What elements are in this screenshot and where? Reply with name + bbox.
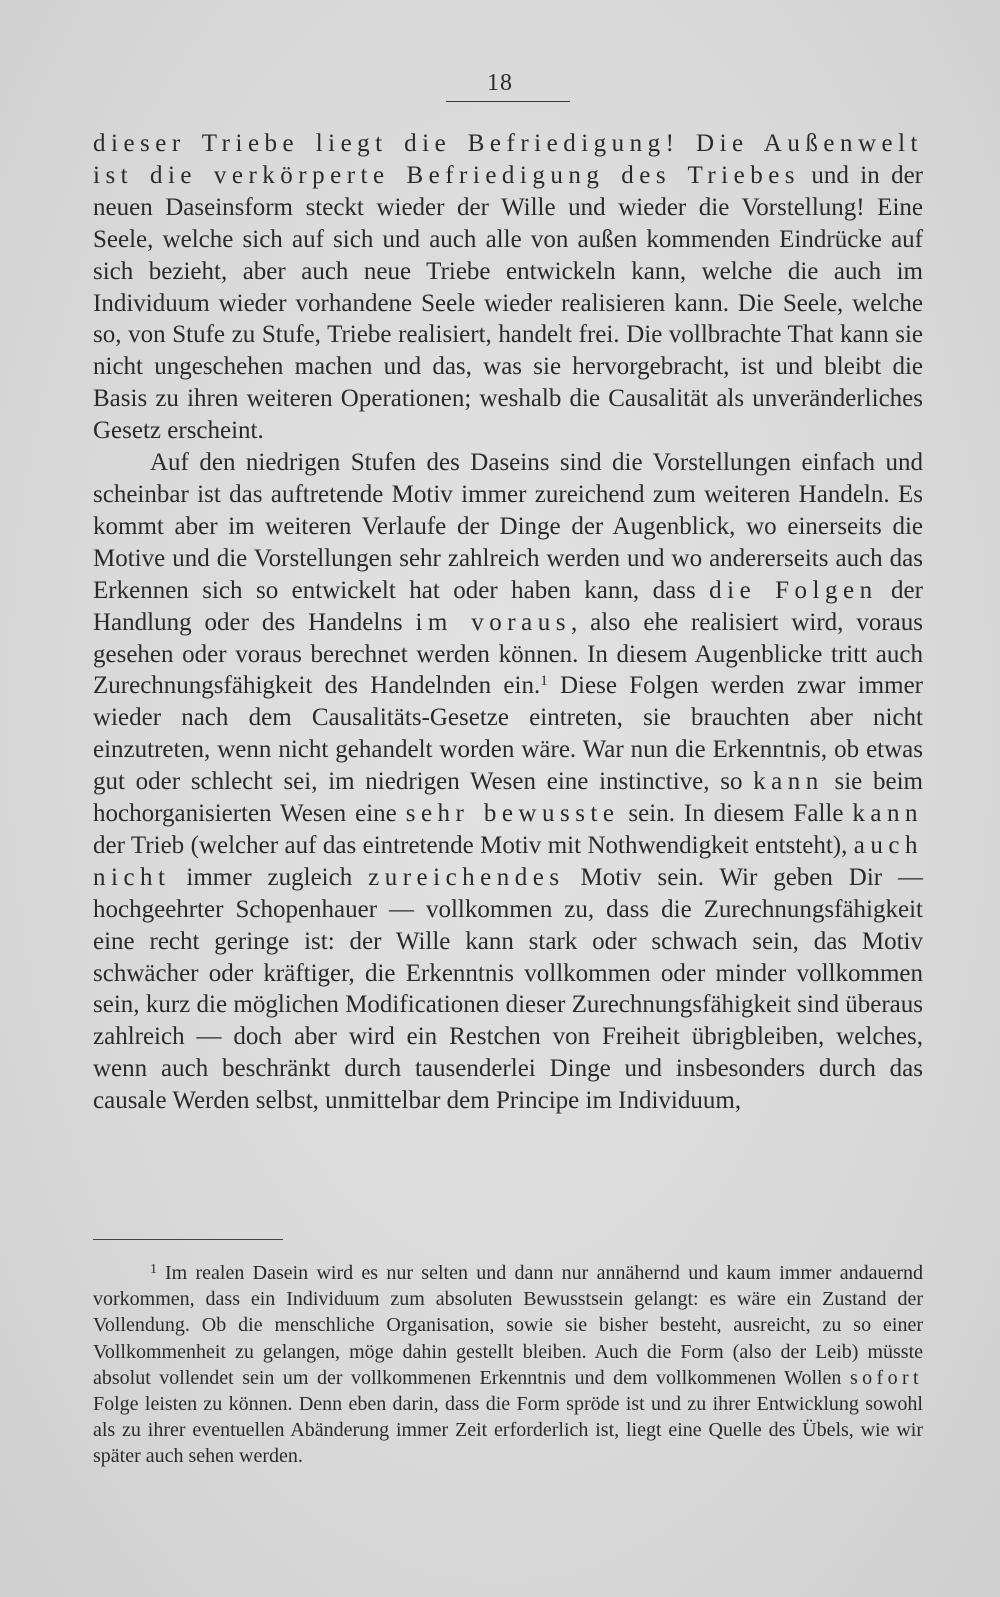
paragraph-1	[93, 128, 923, 447]
page-number: 18	[487, 70, 513, 96]
header-rule	[446, 101, 570, 102]
text-run: sein. In diesem Falle	[619, 800, 853, 828]
text-run: immer zugleich	[170, 863, 369, 891]
spaced-emphasis: kann	[852, 800, 923, 828]
spaced-emphasis: im voraus	[415, 608, 571, 636]
spaced-emphasis: kann	[753, 768, 824, 796]
text-run: Im realen Dasein wird es nur selten und dann nur annähernd und kaum immer andauernd vorkommen, dass ein Individuum zum absoluten Bewusstsein gelangt: es wäre ein Zustand der Vollendung. Ob die menschliche Organisation, sowie sie bisher besteht, ausreicht, zu so einer Vollkommenheit zu gelangen, möge dahin gestellt bleiben. Auch die Form (also der Leib) müsste absolut vollendet sein um der vollkommenen Erkenntnis und dem vollkommenen Wollen	[93, 1262, 923, 1389]
spaced-emphasis: sehr bewusste	[405, 800, 620, 828]
text-run: Diese Folgen werden zwar immer wieder nach dem Causalitäts-Gesetze eintreten, sie brauchten aber nicht einzutreten, wenn nicht gehandelt worden wäre. War nun die Erkenntnis, ob etwas gut oder schlecht sei, im niedrigen Wesen eine instinctive, so	[93, 672, 923, 796]
main-text	[93, 128, 923, 1117]
text-run: Auf den niedrigen Stufen des Daseins sind die Vorstellungen einfach und scheinbar ist das auftretende Motiv immer zureichend zum weiteren Handeln. Es kommt aber im weiteren Verlaufe der Dinge der Augenblick, wo einerseits die Motive und die Vorstellungen sehr zahlreich werden und wo andererseits auch das Erkennen sich so entwickelt hat oder haben kann, dass	[93, 449, 923, 604]
footnote-rule	[93, 1239, 283, 1240]
spaced-emphasis: auch nicht	[93, 831, 923, 891]
footnote-reference: 1	[540, 673, 548, 690]
paragraph-2	[93, 447, 923, 1117]
spaced-emphasis: die Folgen	[709, 576, 878, 604]
text-run: und in der neuen Daseinsform steckt wieder der Wille und wieder die Vorstellung! Eine Seele, welche sich auf sich und auch alle von außen kommenden Eindrücke auf sich bezieht, aber auch neue Triebe entwickeln kann, welche die auch im Individuum wieder vorhandene Seele wieder realisieren kann. Die Seele, welche so, von Stufe zu Stufe, Triebe realisiert, handelt frei. Die vollbrachte That kann sie nicht ungeschehen machen und das, was sie hervorgebracht, ist und bleibt die Basis zu ihren weiteren Operationen; weshalb die Causalität als unveränderliches Gesetz erscheint.	[93, 161, 923, 445]
footnote-mark: 1	[150, 1262, 157, 1277]
text-run: , also ehe realisiert wird, voraus gesehen oder voraus berechnet werden können. In diesem Augenblicke tritt auch Zurechnungsfähigkeit des Handelnden ein.	[93, 608, 924, 700]
text-run: der Handlung oder des Handelns	[93, 576, 923, 636]
spaced-emphasis: dieser Triebe liegt die Befriedigung! Die Außenwelt ist die verkörperte Befriedigung des Triebes	[93, 130, 923, 189]
text-run: Folge leisten zu können. Denn eben darin, dass die Form spröde ist und zu ihrer Entwicklung sowohl als zu ihrer eventuellen Abänderung immer Zeit erforderlich ist, liegt eine Quelle des Übels, wie wir später auch sehen werden.	[93, 1393, 923, 1468]
footnote-text	[93, 1262, 923, 1467]
text-run: Motiv sein. Wir geben Dir — hochgeehrter Schopenhauer — vollkommen zu, dass die Zurechnungsfähigkeit eine recht geringe ist: der Wille kann stark oder schwach sein, das Motiv schwächer oder kräftiger, die Erkenntnis vollkommen oder minder vollkommen sein, kurz die möglichen Modificationen dieser Zurechnungsfähigkeit sind überaus zahlreich — doch aber wird ein Restchen von Freiheit übrigbleiben, welches, wenn auch beschränkt durch tausenderlei Dinge und insbesonders durch das causale Werden selbst, unmittelbar dem Principe im Individuum,	[93, 863, 923, 1115]
text-run: der Trieb (welcher auf das eintretende Motiv mit Nothwendigkeit entsteht),	[93, 831, 854, 859]
footnote	[93, 1260, 923, 1470]
text-run: sie beim hochorganisierten Wesen eine	[93, 768, 923, 828]
spaced-emphasis: sofort	[849, 1366, 923, 1389]
spaced-emphasis: zureichendes	[368, 863, 565, 891]
